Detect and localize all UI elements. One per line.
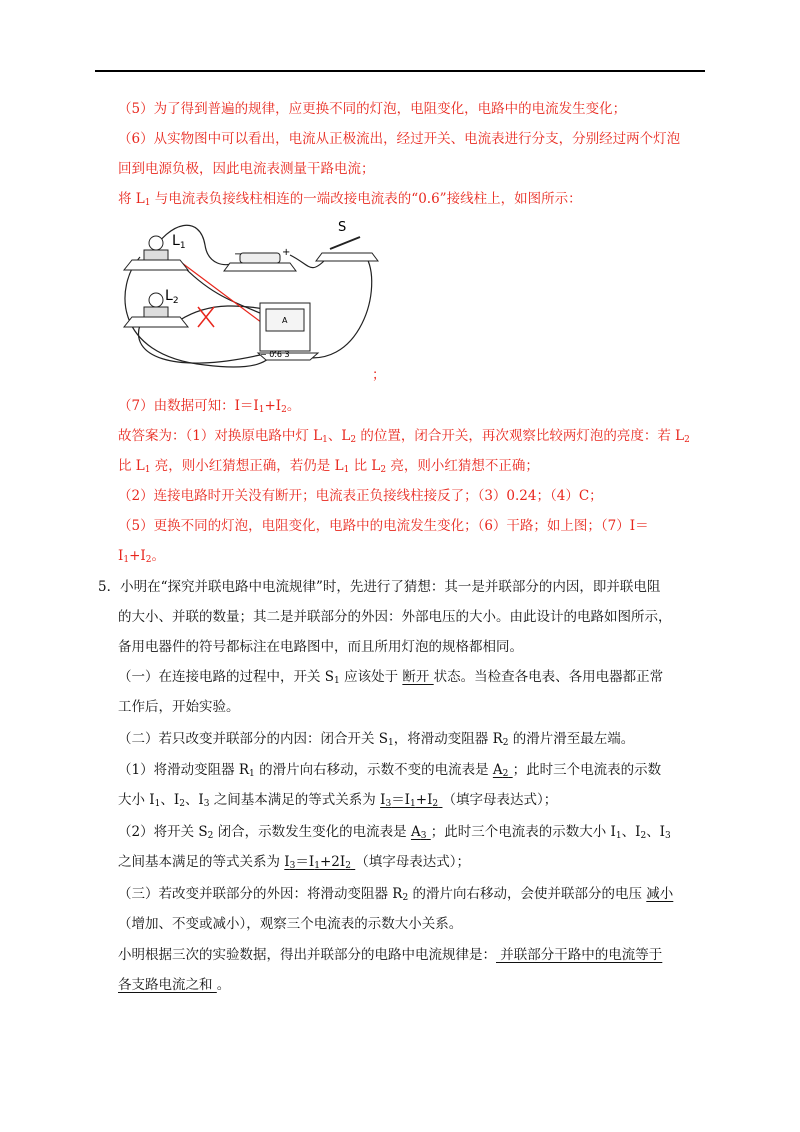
part-3-line2: （增加、不变或减小），观察三个电流表的示数大小关系。 xyxy=(118,916,463,932)
answer-blank: $A_2$ xyxy=(492,762,509,779)
answer-blank: 并联部分干路中的电流等于 xyxy=(496,947,663,963)
label-l2: $L_2$ xyxy=(165,288,179,306)
lamp-bulb-l2 xyxy=(149,293,163,307)
conclusion-line2: 各支路电流之和 。 xyxy=(118,977,231,993)
part-3-line1: （三）若改变并联部分的外因：将滑动变阻器 $R_2$ 的滑片向右移动，会使并联部分的电压 减小 xyxy=(118,886,674,903)
ammeter-terminals-label: − 0.6 3 xyxy=(260,350,290,359)
answer-blank: 断开 xyxy=(402,669,434,685)
wire xyxy=(139,325,261,363)
ammeter-a-label: A xyxy=(282,316,288,325)
solution-step-6-line2: 回到电源负极，因此电流表测量干路电流； xyxy=(118,161,375,177)
question-5-intro-line3: 备用电器件的符号都标注在电路图中，而且所用灯泡的规格都相同。 xyxy=(118,639,523,655)
final-answer-line5: $I_1+I_2$。 xyxy=(118,548,165,565)
lamp-board-l1 xyxy=(124,260,188,270)
lamp-base-l1 xyxy=(144,250,168,260)
header-rule xyxy=(95,70,705,72)
label-l1: $L_1$ xyxy=(172,233,186,251)
question-5-intro-line2: 的大小、并联的数量；其二是并联部分的外因：外部电压的大小。由此设计的电路如图所示， xyxy=(118,609,672,625)
final-answer-line1: 故答案为：（1）对换原电路中灯 $L_1$、$L_2$ 的位置，闭合开关，再次观察比较两灯泡的亮度：若 $L_2$ xyxy=(118,428,690,445)
part-1-line2: 工作后，开始实验。 xyxy=(118,699,240,715)
answer-blank: $I_3=I_1+I_2$ xyxy=(380,792,439,809)
battery-cell xyxy=(240,253,280,263)
final-answer-line4: （5）更换不同的灯泡，电阻变化，电路中的电流发生变化；（6）干路；如上图；（7）I＝ xyxy=(118,518,649,534)
answer-blank: 减小 xyxy=(646,886,674,902)
question-5-intro-line1: 5．小明在“探究并联电路中电流规律”时，先进行了猜想：其一是并联部分的内因，即并联电阻 xyxy=(98,579,661,595)
answer-blank: 各支路电流之和 xyxy=(118,977,217,993)
solution-step-7: （7）由数据可知：$I=I_1+I_2$。 xyxy=(118,398,301,415)
answer-blank: $I_3=I_1+2I_2$ xyxy=(284,854,351,871)
lamp-bulb-l1 xyxy=(149,236,163,250)
final-answer-line2: 比 $L_1$ 亮，则小红猜想正确，若仍是 $L_1$ 比 $L_2$ 亮，则小红猜想不正确； xyxy=(118,458,539,475)
battery-board xyxy=(224,263,296,271)
part-2-line: （二）若只改变并联部分的内因：闭合开关 $S_1$，将滑动变阻器 $R_2$ 的滑片滑至最左端。 xyxy=(118,731,635,748)
question-number: 5． xyxy=(98,579,121,595)
subquestion-1-line1: （1）将滑动变阻器 $R_1$ 的滑片向右移动，示数不变的电流表是 $A_2$ ；此时三个电流表的示数 xyxy=(118,762,662,779)
circuit-figure xyxy=(110,215,390,380)
final-answer-line3: （2）连接电路时开关没有断开；电流表正负接线柱接反了；（3）0.24；（4）C； xyxy=(118,488,603,504)
solution-step-6-line1: （6）从实物图中可以看出，电流从正极流出，经过开关、电流表进行分支，分别经过两个灯泡 xyxy=(118,131,681,147)
solution-step-6-line3: 将 $L_1$ 与电流表负接线柱相连的一端改接电流表的“0.6”接线柱上，如图所示： xyxy=(118,191,582,208)
subquestion-2-line2: 之间基本满足的等式关系为 $I_3=I_1+2I_2$ （填字母表达式）； xyxy=(118,854,470,871)
answer-blank: $A_3$ xyxy=(410,824,427,841)
lamp-base-l2 xyxy=(144,307,168,317)
switch-lever xyxy=(330,237,360,249)
conclusion-line1: 小明根据三次的实验数据，得出并联部分的电路中电流规律是： 并联部分干路中的电流等于 xyxy=(118,947,663,963)
subquestion-1-line2: 大小 $I_1$、$I_2$、$I_3$ 之间基本满足的等式关系为 $I_3=I_1+I_2$ （填字母表达式）； xyxy=(118,792,558,809)
lamp-board-l2 xyxy=(124,317,188,327)
red-cross-mark xyxy=(198,307,214,327)
solution-step-5: （5）为了得到普遍的规律，应更换不同的灯泡，电阻变化，电路中的电流发生变化； xyxy=(118,101,627,117)
part-1-line1: （一）在连接电路的过程中，开关 $S_1$ 应该处于 断开 状态。当检查各电表、各用电器都正常 xyxy=(118,669,664,686)
figure-trailing-semicolon: ； xyxy=(372,367,386,383)
subquestion-2-line1: （2）将开关 $S_2$ 闭合，示数发生变化的电流表是 $A_3$ ；此时三个电流表的示数大小 $I_1$、$I_2$、$I_3$ xyxy=(118,824,671,841)
label-s: S xyxy=(338,220,347,235)
battery-plus-label: + xyxy=(282,247,291,258)
battery-minus-label: − xyxy=(234,249,243,260)
switch-board xyxy=(316,253,378,261)
